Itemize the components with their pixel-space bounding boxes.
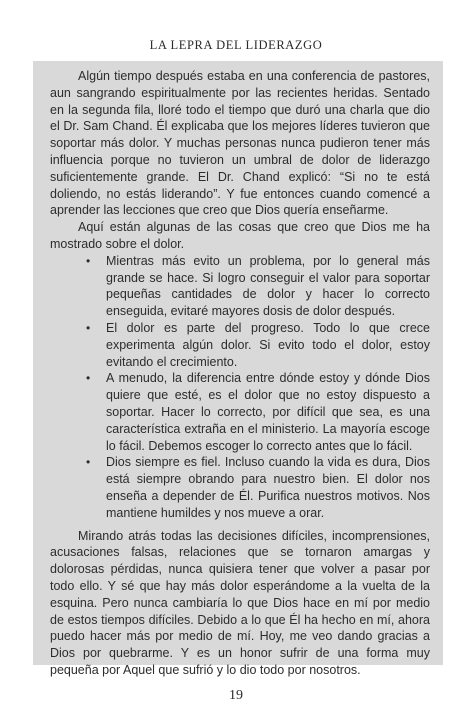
bullet-icon: • bbox=[86, 371, 91, 386]
body-text bbox=[50, 68, 430, 679]
list-item-text: Mientras más evito un problema, por lo general más grande se hace. Si logro conseguir el valor para soportar pequeñas cantidades de dolor y hacer lo correcto enseguida, evitaré mayores dosis de dolor después. bbox=[106, 253, 430, 319]
page-number: 19 bbox=[229, 688, 243, 703]
bullet-icon: • bbox=[86, 320, 91, 335]
bullet-icon: • bbox=[86, 455, 91, 470]
list-item bbox=[50, 320, 430, 370]
bullet-icon: • bbox=[86, 253, 91, 268]
list-item bbox=[50, 454, 430, 521]
list-item-text: El dolor es parte del progreso. Todo lo que crece experimenta algún dolor. Si evito todo el dolor, estoy evitando el crecimiento. bbox=[106, 320, 430, 369]
lessons-list bbox=[50, 253, 430, 522]
list-item bbox=[50, 253, 430, 320]
list-item-text: Dios siempre es fiel. Incluso cuando la vida es dura, Dios está siempre obrando para nuestro bien. El dolor nos enseña a depender de Él. Purifica nuestros motivos. Nos mantiene humildes y nos mueve a orar. bbox=[106, 455, 430, 520]
running-head: LA LEPRA DEL LIDERAZGO bbox=[149, 38, 323, 52]
paragraph-closing: Mirando atrás todas las decisiones difíciles, incomprensiones, acusaciones falsas, relaciones que se tornaron amargas y dolorosas pérdidas, nunca quisiera tener que volver a pasar por todo ello. Y sé que hay más dolor esperándome a la vuelta de la esquina. Pero nunca cambiaría lo que Dios hace en mí por medio de estos tiempos difíciles. Debido a lo que Él ha hecho en mí, ahora puedo hacer más por medio de mí. Hoy, me veo dando gracias a Dios por quebrarme. Y es un honor sufrir de una forma muy pequeña por Aquel que sufrió y lo dio todo por nosotros. bbox=[50, 528, 430, 677]
paragraph-conference: Algún tiempo después estaba en una conferencia de pastores, aun sangrando espiritualmente por las recientes heridas. Sentado en la segunda fila, lloré todo el tiempo que duró una charla que dio el Dr. Sam Chand. Él explicaba que los mejores líderes tuvieron que soportar más dolor. Y muchas personas nunca pudieron tener más influencia porque no tuvieron un umbral de dolor de liderazgo suficientemente grande. El Dr. Chand explicó: “Si no te está doliendo, no estás liderando”. Y fue entonces cuando comencé a aprender las lecciones que creo que Dios quería enseñarme. bbox=[50, 69, 430, 218]
list-item-text: A menudo, la diferencia entre dónde estoy y dónde Dios quiere que esté, es el dolor que no estoy dispuesto a soportar. Hacer lo correcto, por difícil que sea, es una característica extraña en el ministerio. La mayoría escoge lo fácil. Debemos escoger lo correcto antes que lo fácil. bbox=[106, 371, 430, 453]
list-item bbox=[50, 370, 430, 454]
paragraph-intro: Aquí están algunas de las cosas que creo que Dios me ha mostrado sobre el dolor. bbox=[50, 220, 430, 251]
